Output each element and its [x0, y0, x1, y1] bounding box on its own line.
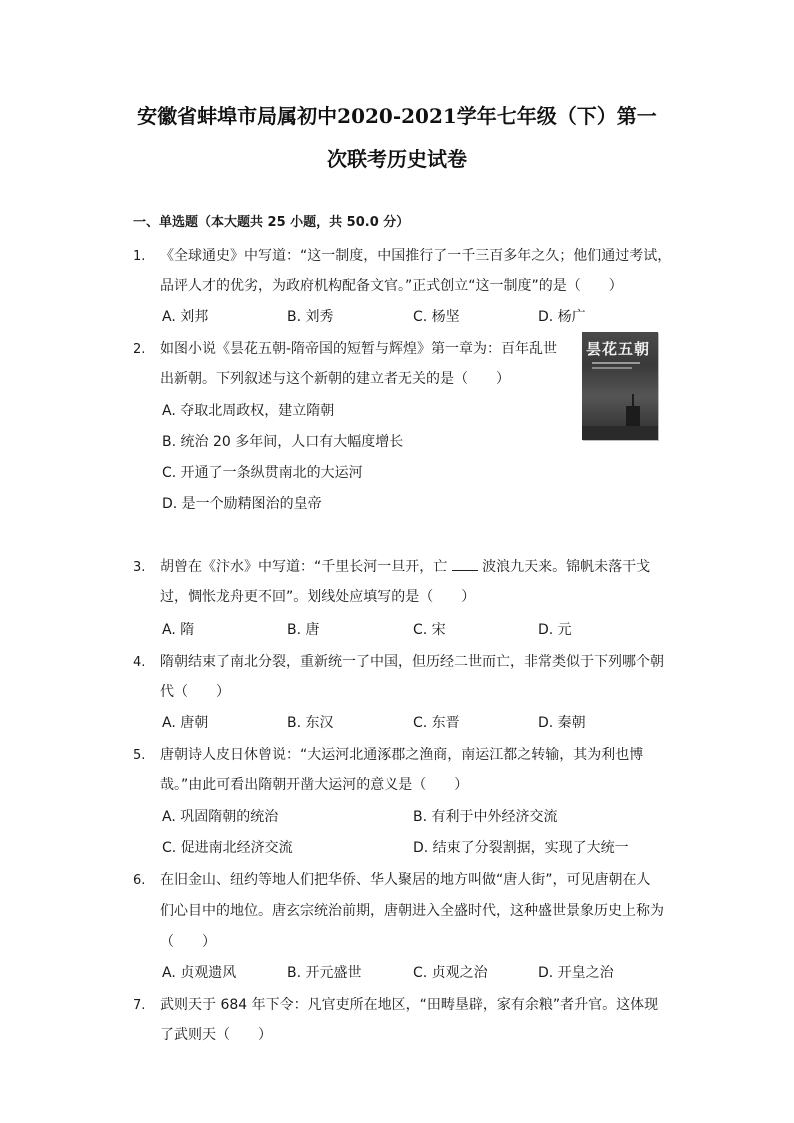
question-number: 4.	[133, 655, 146, 670]
option-c: C. 东晋	[413, 715, 460, 731]
fill-in-blank	[452, 556, 478, 571]
question-text: 如图小说《昙花五朝-隋帝国的短暂与辉煌》第一章为：百年乱世	[160, 341, 558, 357]
title-line-2: 次联考历史试卷	[327, 147, 467, 171]
option-d: D. 开皇之治	[538, 965, 614, 981]
question-text: 出新朝。下列叙述与这个新朝的建立者无关的是（ ）	[160, 371, 510, 387]
option-d: D. 是一个励精图治的皇帝	[162, 496, 322, 512]
water-shape	[582, 426, 658, 440]
option-b: B. 统治 20 多年间，人口有大幅度增长	[162, 434, 404, 450]
question-text: 在旧金山、纽约等地人们把华侨、华人聚居的地方叫做“唐人街”，可见唐朝在人	[160, 872, 651, 888]
option-d: D. 结束了分裂割据，实现了大统一	[413, 840, 629, 856]
option-a: A. 唐朝	[162, 715, 209, 731]
option-b: B. 开元盛世	[287, 965, 362, 981]
question-number: 7.	[133, 998, 146, 1013]
option-a: A. 刘邦	[162, 309, 209, 325]
question-number: 1.	[133, 249, 146, 264]
option-a: A. 隋	[162, 622, 195, 638]
question-text	[160, 556, 650, 576]
option-a: A. 夺取北周政权，建立隋朝	[162, 403, 335, 419]
option-b: B. 刘秀	[287, 309, 334, 325]
question-text: 代（ ）	[160, 684, 230, 700]
question-text: 哉。”由此可看出隋朝开凿大运河的意义是（ ）	[160, 777, 469, 793]
option-c: C. 宋	[413, 622, 446, 638]
option-b: B. 东汉	[287, 715, 334, 731]
question-number: 5.	[133, 748, 146, 763]
question-text: 唐朝诗人皮日休曾说：“大运河北通涿郡之渔商，南运江都之转输，其为利也博	[160, 747, 644, 763]
option-b: B. 唐	[287, 622, 320, 638]
question-number: 6.	[133, 873, 146, 888]
question-text: （ ）	[160, 934, 216, 950]
question-text: 《全球通史》中写道：“这一制度，中国推行了一千三百多年之久；他们通过考试，	[160, 248, 672, 264]
option-a: A. 巩固隋朝的统治	[162, 809, 279, 825]
question-text: 武则天于 684 年下令：凡官吏所在地区，“田畴垦辟，家有余粮”者升官。这体现	[160, 997, 659, 1013]
option-a: A. 贞观遗风	[162, 965, 237, 981]
option-c: C. 杨坚	[413, 309, 460, 325]
option-b: B. 有利于中外经济交流	[413, 809, 558, 825]
section-heading: 一、单选题（本大题共 25 小题，共 50.0 分）	[133, 215, 410, 230]
question-number: 2.	[133, 342, 146, 357]
question-text: 了武则天（ ）	[160, 1027, 272, 1043]
option-c: C. 开通了一条纵贯南北的大运河	[162, 465, 363, 481]
option-d: D. 秦朝	[538, 715, 586, 731]
ship-shape	[626, 406, 640, 428]
question-number: 3.	[133, 560, 146, 575]
book-cover-image	[582, 332, 658, 440]
question-text: 们心目中的地位。唐玄宗统治前期，唐朝进入全盛时代，这种盛世景象历史上称为	[160, 903, 664, 919]
title-line-1: 安徽省蚌埠市局属初中2020-2021学年七年级（下）第一	[137, 104, 657, 128]
question-text: 过，惆怅龙舟更不回”。划线处应填写的是（ ）	[160, 589, 476, 605]
question-text-part: 胡曾在《汴水》中写道：“千里长河一旦开，亡	[160, 559, 448, 575]
option-d: D. 杨广	[538, 309, 586, 325]
book-cover-subtitle-line	[592, 362, 640, 364]
question-text: 隋朝结束了南北分裂，重新统一了中国，但历经二世而亡，非常类似于下列哪个朝	[160, 654, 664, 670]
book-cover-title: 昙花五朝	[586, 340, 651, 358]
option-d: D. 元	[538, 622, 572, 638]
question-text: 品评人才的优劣，为政府机构配备文官。”正式创立“这一制度”的是（ ）	[160, 278, 623, 294]
question-text-part: 波浪九天来。锦帆未落干戈	[482, 559, 651, 575]
option-c: C. 促进南北经济交流	[162, 840, 293, 856]
book-cover-subtitle-line	[592, 367, 632, 369]
option-c: C. 贞观之治	[413, 965, 488, 981]
